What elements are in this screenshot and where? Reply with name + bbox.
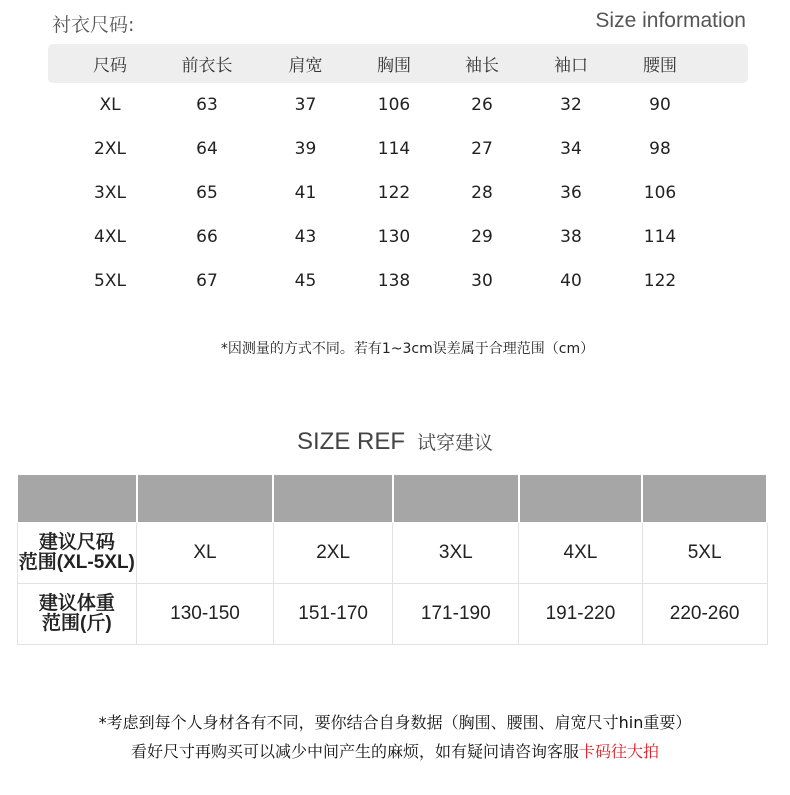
cell-cuff: 38 xyxy=(560,227,582,247)
size-ref-title-cn: 试穿建议 xyxy=(417,432,494,454)
ref-weight-cell: 220-260 xyxy=(642,584,767,645)
footer-note-line1: *考虑到每个人身材各有不同，要你结合自身数据（胸围、腰围、肩宽尺寸hin重要） xyxy=(98,713,692,732)
size-ref-row-weight xyxy=(17,584,767,645)
cell-waist: 90 xyxy=(649,95,671,115)
size-table-body xyxy=(48,83,748,303)
cell-waist: 114 xyxy=(643,227,677,247)
col-chest: 胸围 xyxy=(377,56,411,76)
ref-size-cell: 5XL xyxy=(642,523,767,584)
cell-sleeve: 29 xyxy=(471,227,493,247)
cell-chest: 138 xyxy=(377,271,411,291)
cell-length: 66 xyxy=(196,227,218,247)
cell-cuff: 34 xyxy=(560,139,582,159)
cell-size: 3XL xyxy=(94,183,126,203)
col-waist: 腰围 xyxy=(643,56,677,76)
size-ref-row-size xyxy=(17,523,767,584)
cell-size: XL xyxy=(99,95,121,115)
col-shoulder: 肩宽 xyxy=(288,56,323,76)
ref-weight-cell: 171-190 xyxy=(393,584,519,645)
cell-chest: 122 xyxy=(377,183,411,203)
cell-waist: 122 xyxy=(643,271,677,291)
cell-sleeve: 30 xyxy=(471,271,493,291)
cell-length: 67 xyxy=(196,271,218,291)
size-info-title-en: Size information xyxy=(595,9,746,32)
size-info-title-cn: 衬衣尺码: xyxy=(52,14,135,36)
footer-highlight: 卡码往大拍 xyxy=(579,742,660,761)
row-label-size: 建议尺码 范围(XL-5XL) xyxy=(17,523,137,584)
footer-note-text: 看好尺寸再购买可以减少中间产生的麻烦，如有疑问请咨询客服 xyxy=(130,742,579,761)
cell-shoulder: 37 xyxy=(294,95,317,115)
ref-size-cell: 2XL xyxy=(273,523,393,584)
size-ref-table xyxy=(16,474,768,645)
size-ref-title-en: SIZE REF xyxy=(296,428,405,455)
cell-length: 64 xyxy=(196,139,218,159)
footer-note-line2 xyxy=(0,739,790,762)
table-row xyxy=(48,127,748,171)
cell-length: 63 xyxy=(196,95,218,115)
cell-shoulder: 43 xyxy=(294,227,317,247)
table-row xyxy=(48,259,748,303)
cell-sleeve: 28 xyxy=(471,183,493,203)
cell-length: 65 xyxy=(196,183,218,203)
cell-size: 5XL xyxy=(94,271,126,291)
ref-size-cell: XL xyxy=(137,523,274,584)
cell-shoulder: 41 xyxy=(294,183,317,203)
cell-chest: 114 xyxy=(377,139,411,159)
cell-size: 2XL xyxy=(94,139,126,159)
cell-chest: 106 xyxy=(377,95,411,115)
cell-shoulder: 39 xyxy=(294,139,317,159)
col-cuff: 袖口 xyxy=(554,56,588,76)
cell-chest: 130 xyxy=(377,227,411,247)
cell-sleeve: 26 xyxy=(471,95,493,115)
size-ref-header-bar xyxy=(17,475,767,523)
ref-size-cell: 4XL xyxy=(519,523,643,584)
ref-weight-cell: 151-170 xyxy=(273,584,393,645)
table-row xyxy=(48,171,748,215)
size-table-header xyxy=(48,44,748,83)
cell-cuff: 40 xyxy=(560,271,582,291)
cell-waist: 98 xyxy=(649,139,671,159)
col-sleeve: 袖长 xyxy=(465,56,499,76)
ref-weight-cell: 191-220 xyxy=(519,584,643,645)
ref-weight-cell: 130-150 xyxy=(137,584,274,645)
ref-size-cell: 3XL xyxy=(393,523,519,584)
col-length: 前衣长 xyxy=(181,56,233,76)
row-label-weight: 建议体重 范围(斤) xyxy=(17,584,137,645)
size-ref-title xyxy=(0,428,790,456)
cell-waist: 106 xyxy=(643,183,677,203)
cell-shoulder: 45 xyxy=(294,271,317,291)
size-table xyxy=(48,44,748,303)
cell-cuff: 32 xyxy=(560,95,582,115)
table-row xyxy=(48,83,748,127)
cell-size: 4XL xyxy=(94,227,126,247)
table-row xyxy=(48,215,748,259)
measurement-note: *因测量的方式不同。若有1~3cm误差属于合理范围（cm） xyxy=(220,341,595,357)
cell-cuff: 36 xyxy=(560,183,582,203)
col-size: 尺码 xyxy=(93,56,127,76)
cell-sleeve: 27 xyxy=(471,139,493,159)
